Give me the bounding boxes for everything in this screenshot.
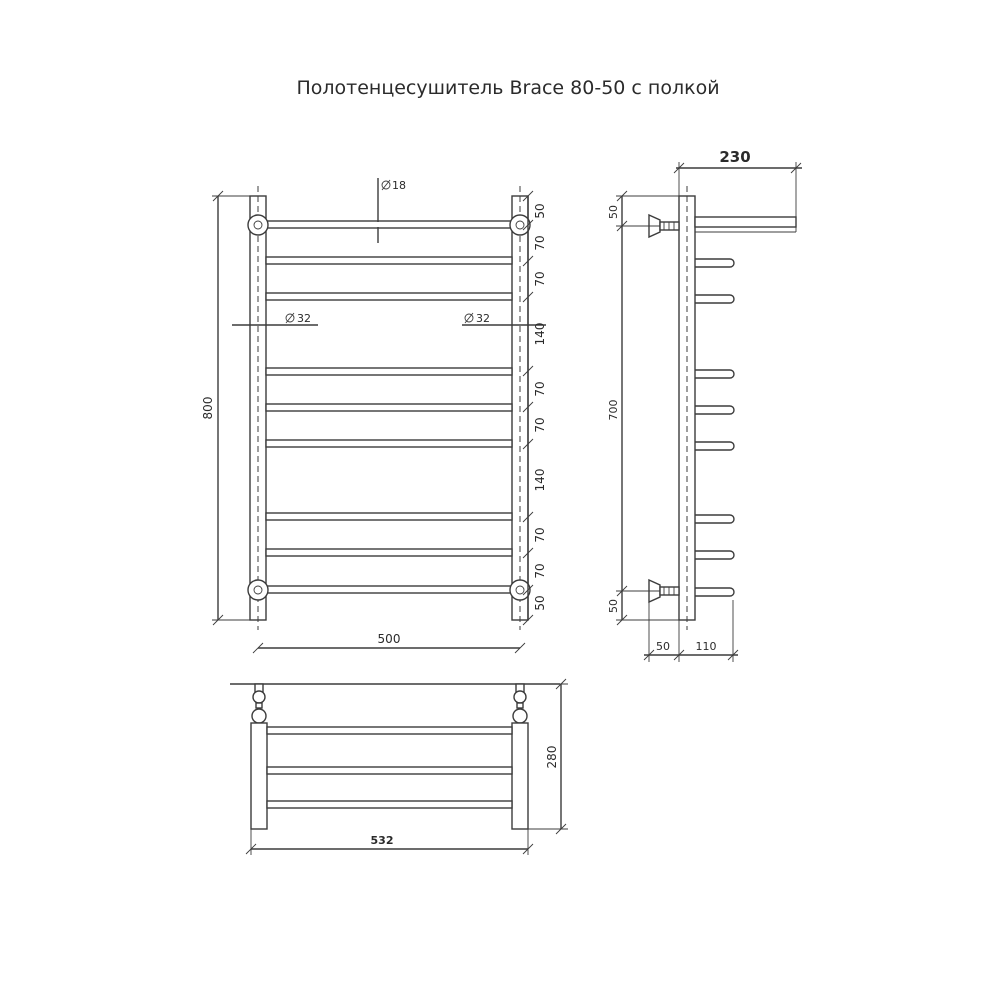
top-rail [267,801,512,808]
front-mount-top-right [510,215,530,235]
top-rail [267,727,512,734]
dim-spacing: 70 [533,417,547,433]
dim-top-width [246,829,533,855]
top-view [230,679,568,855]
front-bar-top [266,221,512,228]
dim-top-width-label: 532 [370,834,394,847]
top-mount-right [513,684,527,723]
dim-spacing: 50 [533,203,547,219]
dim-post-left-label: 32 [297,312,311,325]
front-mount-bottom-right [510,580,530,600]
side-rails [695,259,734,596]
front-bar [266,368,512,375]
dim-spacing: 50 [533,595,547,611]
side-rail [695,406,734,414]
front-bars [266,221,512,593]
dim-wall-offset-label: 50 [656,640,670,653]
side-view [607,148,802,662]
dim-side-height-label: 700 [607,399,620,421]
top-right-post [512,723,528,829]
front-bar [266,293,512,300]
dim-side-top-label: 50 [607,205,620,219]
dim-spacing: 70 [533,235,547,251]
side-rail [695,295,734,303]
dim-post-right-label: 32 [476,312,490,325]
dim-spacing: 70 [533,527,547,543]
front-mount-bottom-left [248,580,268,600]
dim-spacing: 140 [533,322,547,346]
top-left-post [251,723,267,829]
dim-post-left-diameter [232,312,318,331]
top-mount-left [252,684,266,723]
side-rail [695,515,734,523]
front-bar [266,513,512,520]
dim-spacing: 70 [533,271,547,287]
side-rail [695,551,734,559]
front-mount-top-left [248,215,268,235]
dim-spacing: 70 [533,563,547,579]
dim-front-height [201,191,250,625]
side-rail [695,588,734,596]
side-rail [695,259,734,267]
dim-top-depth [528,679,568,834]
dim-pipe-diameter-label: 18 [392,179,406,192]
dim-front-width [253,632,525,653]
front-bar-bottom [266,586,512,593]
dim-spacing: 140 [533,468,547,492]
dim-side-depth-label: 230 [719,148,751,166]
front-bar [266,440,512,447]
dim-rail-depth-label: 110 [695,640,717,653]
dim-side-vertical [607,191,679,625]
drawing-title: Полотенцесушитель Brace 80-50 с полкой [296,77,720,99]
side-shelf [695,217,796,227]
front-bar [266,404,512,411]
front-bar [266,549,512,556]
dim-side-bottom-label: 50 [607,599,620,613]
dim-pipe-diameter [372,178,406,243]
side-rail [695,370,734,378]
front-view [201,178,547,653]
dim-front-width-label: 500 [377,632,401,646]
front-bar [266,257,512,264]
side-rail [695,442,734,450]
dim-front-height-label: 800 [201,396,215,420]
dim-spacing: 70 [533,381,547,397]
dim-top-depth-label: 280 [545,745,559,769]
top-rail [267,767,512,774]
